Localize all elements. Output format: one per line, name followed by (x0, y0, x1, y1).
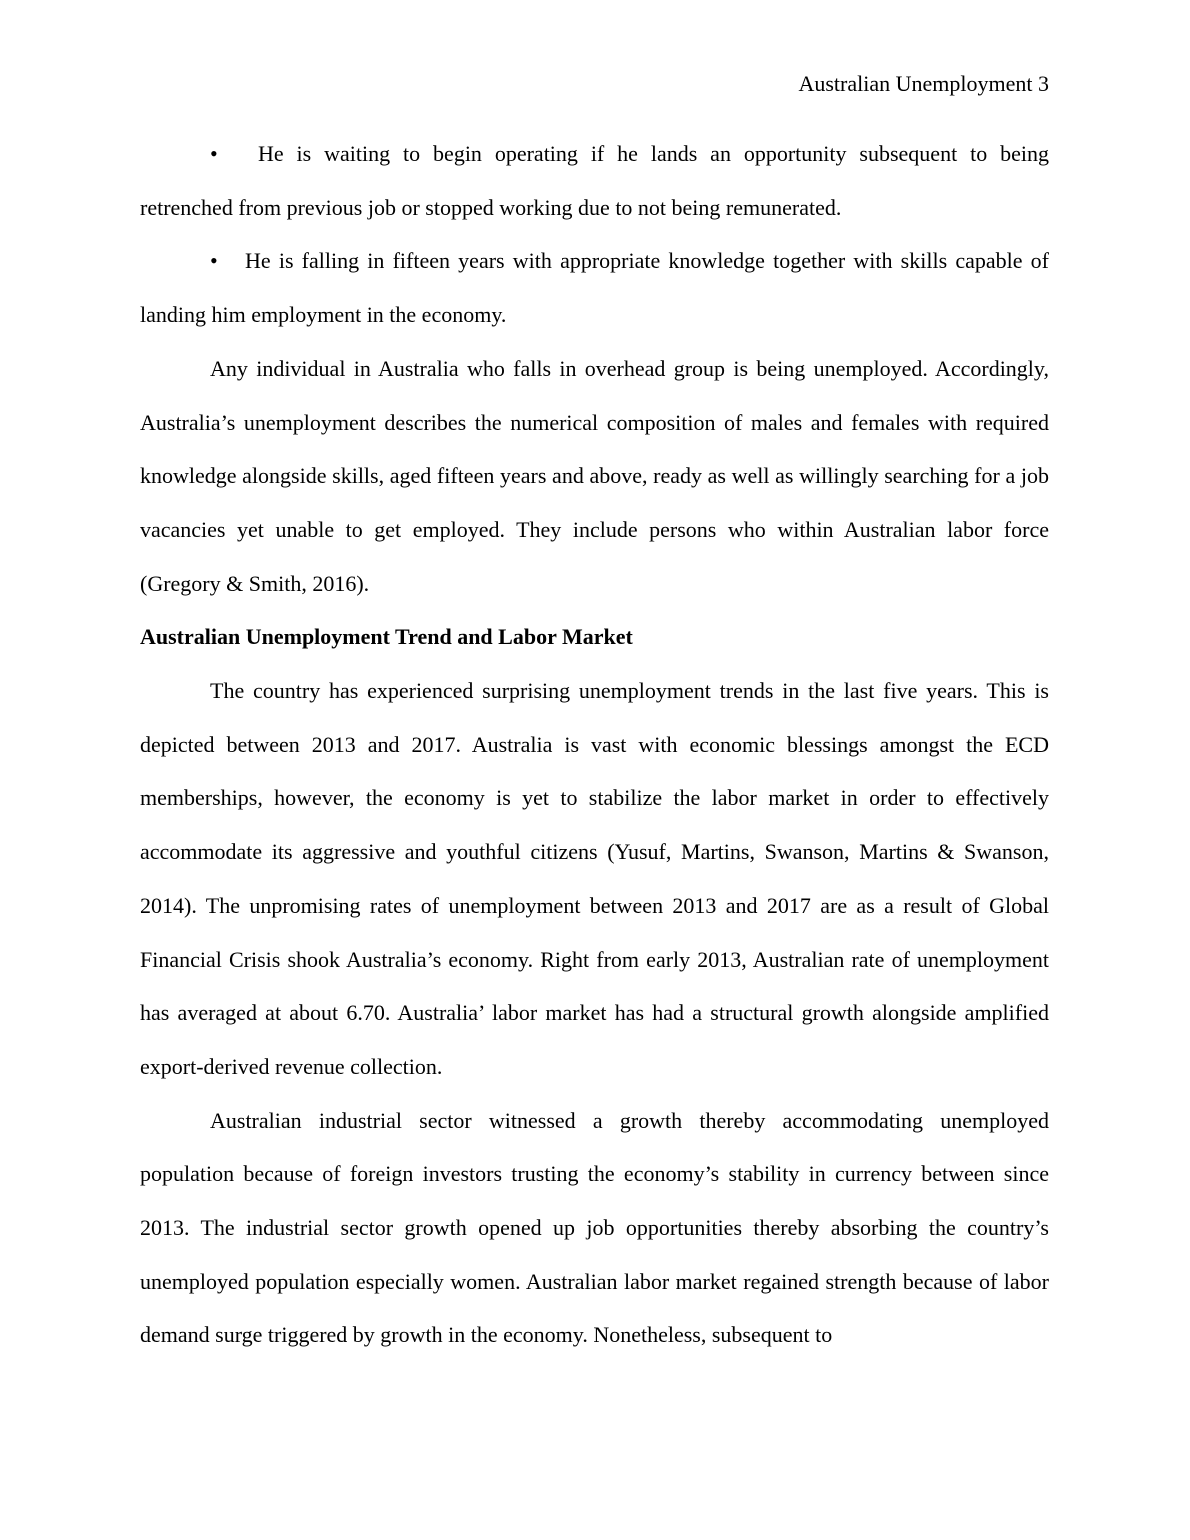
bullet-text: He is falling in fifteen years with appropriate knowledge together with skills capable of landing him employment in the economy. (140, 248, 1049, 328)
bullet-icon: • (210, 141, 218, 166)
bullet-item (140, 127, 1049, 234)
bullet-icon: • (210, 248, 218, 274)
document-body (140, 127, 1049, 1362)
bullet-item (140, 234, 1049, 341)
paragraph-trend-2: Australian industrial sector witnessed a growth thereby accommodating unemployed population because of foreign investors trusting the economy’s stability in currency between since 2013. The industrial sector growth opened up job opportunities thereby absorbing the country’s unemployed population especially women. Australian labor market regained strength because of labor demand surge triggered by growth in the economy. Nonetheless, subsequent to (140, 1107, 1049, 1348)
running-head: Australian Unemployment 3 (798, 71, 1049, 96)
bullet-text: He is waiting to begin operating if he lands an opportunity subsequent to being retrenched from previous job or stopped working due to not being remunerated. (140, 141, 1049, 220)
paragraph-definition: Any individual in Australia who falls in overhead group is being unemployed. Accordingly, Australia’s unemployment describes the numerical composition of males and females with required knowledge alongside skills, aged fifteen years and above, ready as well as willingly searching for a job vacancies yet unable to get employed. They include persons who within Australian labor force (Gregory & Smith, 2016). (140, 355, 1049, 596)
paragraph-trend-1: The country has experienced surprising unemployment trends in the last five years. This is depicted between 2013 and 2017. Australia is vast with economic blessings amongst the ECD memberships, however, the economy is yet to stabilize the labor market in order to effectively accommodate its aggressive and youthful citizens (Yusuf, Martins, Swanson, Martins & Swanson, 2014). The unpromising rates of unemployment between 2013 and 2017 are as a result of Global Financial Crisis shook Australia’s economy. Right from early 2013, Australian rate of unemployment has averaged at about 6.70. Australia’ labor market has had a structural growth alongside amplified export-derived revenue collection. (140, 678, 1049, 1079)
section-heading: Australian Unemployment Trend and Labor Market (140, 624, 633, 650)
